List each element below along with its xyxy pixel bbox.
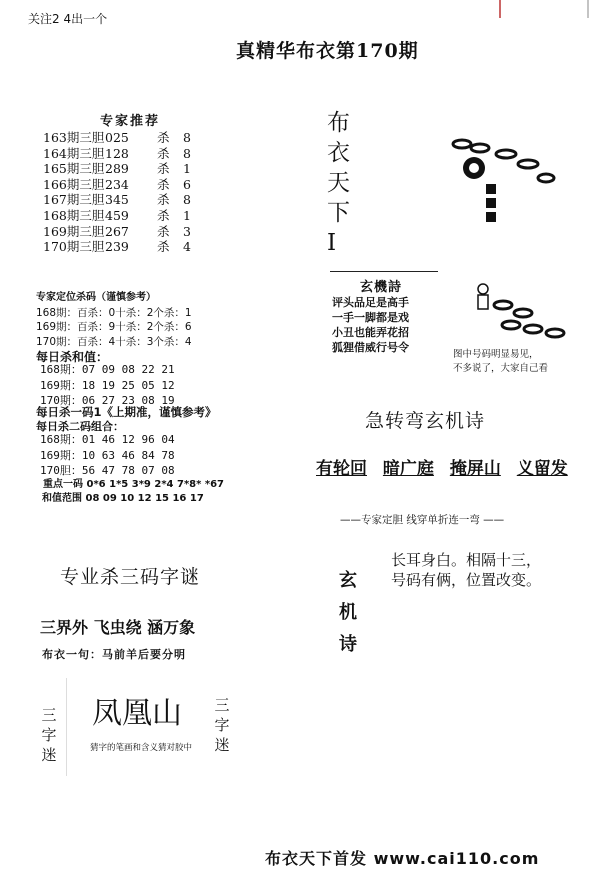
pick-kill-label: 杀 [157,239,170,255]
pick-kill: 1 [183,207,191,223]
xuanji-line: 小丑也能弄花招 [332,326,409,339]
riddle-one-line: 布衣一句：马前羊后要分明 [42,648,186,661]
pick-kill-label: 杀 [157,192,170,208]
kill-two-row: 168期：01 46 12 96 04 [40,433,175,446]
phrase-item: 有轮回 [316,459,367,479]
pick-period: 168期三胆 [43,207,105,223]
position-kill-block [36,291,192,349]
pick-kill: 1 [183,161,191,177]
kill-two-row: 169期：10 63 46 84 78 [40,448,175,462]
pick-kill: 8 [183,130,191,145]
sum-kill-row: 170期：06 27 23 08 19 [40,394,175,408]
expert-pick-row [43,239,191,255]
top-note: 关注2 4出一个 [28,12,108,26]
pick-kill-label: 杀 [157,161,170,177]
kill-two-title: 每日杀二码组合： [36,420,124,433]
pick-digits: 289 [105,161,129,177]
xuanji-line: 评头品足是高手 [332,296,409,309]
pick-digits: 025 [105,130,129,145]
pick-kill-label: 杀 [157,145,170,161]
expert-pick-row [43,177,191,193]
expert-pick-row [43,192,191,208]
riddle-side-right: 三字迷 [214,696,230,754]
pick-kill-label: 杀 [157,207,170,223]
pick-kill-label: 杀 [157,176,170,192]
pick-kill: 8 [183,192,191,208]
page-title: 真精华布衣第170期 [236,40,419,62]
caption-line: 图中号码明显易见， [453,349,539,360]
pick-kill: 6 [183,176,191,192]
buyi-vertical-title: 布衣天下Ⅰ [327,110,350,256]
expert-title: 专家推荐 [100,114,161,129]
xuanji-vertical-title: 玄机诗 [339,570,357,655]
expert-pick-row [43,146,191,162]
phrase-item: 掩屏山 [449,459,501,479]
pick-digits: 345 [105,192,129,208]
xuanji-lines [332,295,409,355]
pick-period: 166期三胆 [43,176,105,192]
pick-kill: 8 [183,145,191,161]
riddle-note: 猜字的笔画和含义猜对胶中 [90,743,193,753]
corner-marks [496,0,596,20]
pick-period: 165期三胆 [43,161,105,177]
riddle-side-left: 三字迷 [41,706,57,764]
poem-line: 号码有俩，位置改变。 [391,571,542,589]
expert-dingdan: ——专家定胆 线穿单折连一弯 —— [340,514,505,526]
pick-period: 164期三胆 [43,145,105,161]
kill-one-code: 每日杀一码1《上期准，谨慎参考》 [36,405,217,419]
pick-kill-label: 杀 [157,130,170,145]
xuanji-line: 狐狸借威行号令 [332,341,409,354]
position-kill-row: 169期：百杀：9十杀：2个杀：6 [36,321,192,333]
image-caption [453,348,548,376]
riddle-big-word: 凤凰山 [92,696,182,731]
sum-kill-rows [40,362,175,409]
footer-site: 布衣天下首发 www.cai110.com [265,849,540,868]
expert-pick-row [43,130,191,146]
pick-kill: 3 [183,223,191,239]
figure-with-chain-icon [475,283,575,343]
expert-pick-row [43,161,191,177]
focus-one-code: 重点一码 0*6 1*5 3*9 2*4 7*8* *67 [43,479,224,490]
chain-coin-icon [448,134,558,224]
position-kill-row: 170期：百杀：4十杀：3个杀：4 [36,335,192,348]
jizhuan-title: 急转弯玄机诗 [365,410,486,432]
riddle-text: 三界外 飞虫绕 涵万象 [40,618,196,637]
caption-line: 不多说了，大家自己看 [453,363,549,374]
pick-period: 163期三胆 [43,130,105,145]
xuanji-title: 玄機詩 [360,280,403,295]
pick-digits: 234 [105,176,129,192]
poem-line: 长耳身白。相隔十三， [391,551,542,569]
position-kill-row: 168期：百杀：0十杀：2个杀：1 [36,306,192,319]
sum-kill-row: 169期：18 19 25 05 12 [40,378,175,392]
sum-kill-title: 每日杀和值： [36,350,109,364]
riddle-title: 专业杀三码字谜 [60,566,201,588]
sum-range: 和值范围 08 09 10 12 15 16 17 [42,493,204,504]
pick-digits: 459 [105,207,129,223]
pick-period: 170期三胆 [43,239,105,255]
pick-digits: 239 [105,239,129,255]
xuanji-line: 一手一脚都是戏 [332,311,409,324]
phrase-item: 暗广庭 [382,459,434,479]
pick-kill-label: 杀 [157,223,170,239]
kill-two-rows [40,432,175,479]
expert-pick-row [43,224,191,240]
position-kill-title: 专家定位杀码（谨慎参考） [36,292,156,303]
pick-period: 169期三胆 [43,223,105,239]
expert-pick-row [43,208,191,224]
sum-kill-row: 168期：07 09 08 22 21 [40,363,175,376]
pick-digits: 267 [105,223,129,239]
pick-digits: 128 [105,145,129,161]
poem [391,550,541,590]
four-phrase [316,454,578,479]
expert-picks-table [43,130,191,255]
pick-kill: 4 [183,239,191,255]
pick-period: 167期三胆 [43,192,105,208]
kill-two-row: 170胆：56 47 78 07 08 [40,464,175,478]
phrase-item: 义留发 [516,459,568,479]
